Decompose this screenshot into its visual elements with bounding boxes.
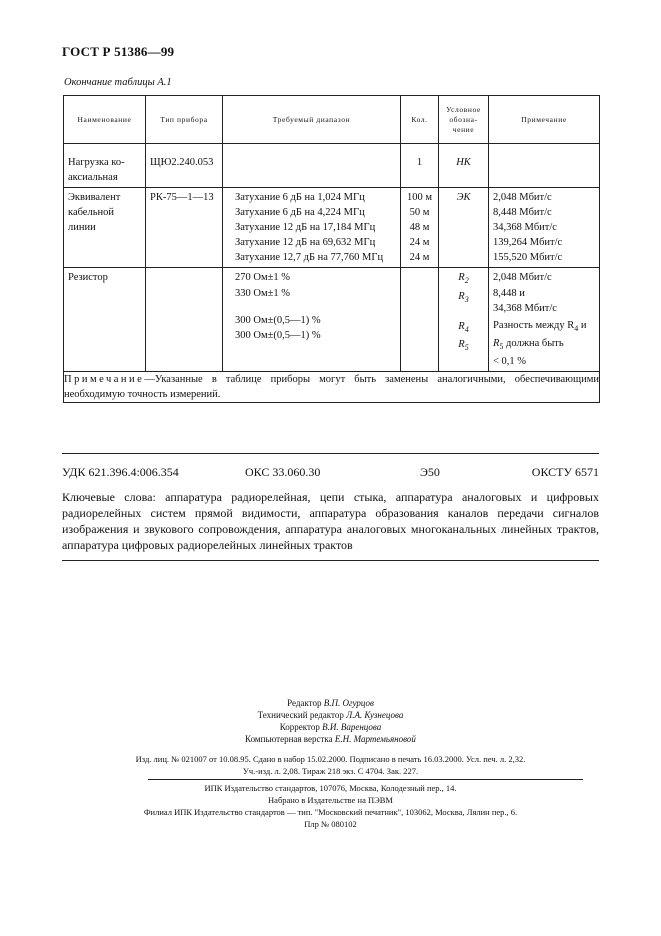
text-line: 2,048 Мбит/с [493, 192, 552, 203]
column-header-designation [439, 96, 489, 144]
text-line: 330 Ом±1 % [235, 288, 290, 299]
text-line: 100 м [406, 192, 433, 203]
column-header-range: Требуемый диапазон [223, 96, 401, 144]
credit-person: Е.Н. Мартемьяновой [334, 734, 416, 744]
keywords-paragraph: Ключевые слова: аппаратура радиорелейная, цепи стыка, аппаратура аналоговых и цифровых радиорелейных систем прямой видимости, аппаратура образования каналов передачи сигналов изображения и звукового сопровождения, аппаратура аналоговых многоканальных линейных трактов, аппаратура цифровых радиорелейных линейных трактов [62, 490, 599, 552]
text-line: 34,368 Мбит/с [493, 303, 557, 314]
cell-note [489, 144, 600, 188]
cell-range [223, 144, 401, 188]
text-line: 24 м [409, 252, 430, 263]
udk-code: УДК 621.396.4:006.354 [62, 465, 179, 479]
table-row [64, 144, 600, 188]
credit-line [0, 709, 661, 721]
imprint-line: Изд. лиц. № 021007 от 10.08.95. Сдано в набор 15.02.2000. Подписано в печать 16.03.2000. Усл. печ. л. 2,32. [135, 754, 526, 764]
text-line: Затухание 6 дБ на 1,024 МГц [235, 192, 365, 203]
cell-name [64, 144, 146, 188]
column-header-type: Тип прибора [146, 96, 223, 144]
note-text: —Указанные в таблице приборы могут быть заменены аналогичными, обеспечивающими необходимую точность измерений. [64, 374, 599, 401]
text-line: 139,264 Мбит/с [493, 237, 563, 248]
cell-name [64, 268, 146, 372]
table-note [64, 372, 600, 403]
text-line: 50 м [409, 207, 430, 218]
designation-header-line: чение [452, 124, 475, 134]
divider-top [62, 453, 599, 454]
credit-role: Технический редактор [257, 710, 344, 720]
category-code: Э50 [420, 465, 440, 479]
publisher-block [0, 782, 661, 830]
text-line: Резистор [68, 272, 108, 283]
designation-header-line: обозна- [449, 114, 478, 124]
text-line: 270 Ом±1 % [235, 272, 290, 283]
okstu-code: ОКСТУ 6571 [531, 465, 599, 479]
text-line: Нагрузка ко- [68, 157, 125, 168]
text-line: 34,368 Мбит/с [493, 222, 557, 233]
cell-range [223, 268, 401, 372]
publisher-line: Филиал ИПК Издательство стандартов — тип. "Московский печатник", 103062, Москва, Лялин пер., 6. [143, 807, 518, 817]
text-line: 2,048 Мбит/с [493, 272, 552, 283]
text-line: $R_5$ [458, 339, 469, 353]
cell-designation [439, 144, 489, 188]
divider-bottom [62, 560, 599, 561]
credit-line [0, 721, 661, 733]
credit-person: В.И. Варенцова [322, 722, 382, 732]
text-line: аксиальная [68, 172, 118, 183]
text-line: 48 м [409, 222, 430, 233]
text-line: 300 Ом±(0,5—1) % [235, 330, 321, 341]
cell-qty [401, 144, 439, 188]
text-line: 300 Ом±(0,5—1) % [235, 315, 321, 326]
table-note-row [64, 372, 600, 403]
table-header-row [64, 96, 600, 144]
text-line: 24 м [409, 237, 430, 248]
oks-code: ОКС 33.060.30 [245, 465, 321, 479]
standard-number: ГОСТ Р 51386—99 [62, 44, 175, 59]
credit-role: Корректор [279, 722, 320, 732]
text-line: Затухание 12 дБ на 69,632 МГц [235, 237, 376, 248]
cell-qty [401, 268, 439, 372]
text-line: Затухание 12 дБ на 17,184 МГц [235, 222, 376, 233]
column-header-note: Примечание [489, 96, 600, 144]
credit-role: Редактор [287, 698, 322, 708]
column-header-name: Наименование [64, 96, 146, 144]
table-row [64, 268, 600, 372]
cell-type [146, 144, 223, 188]
text-line: Затухание 12,7 дБ на 77,760 МГц [235, 252, 384, 263]
text-line: НК [456, 157, 471, 168]
cell-range [223, 188, 401, 268]
text-line: кабельной [68, 207, 114, 218]
table-caption: Окончание таблицы А.1 [64, 77, 172, 88]
text-line: Эквивалент [68, 192, 121, 203]
designation-header-line: Условное [446, 104, 481, 114]
imprint-divider [148, 779, 583, 780]
table-row [64, 188, 600, 268]
text-line: < 0,1 % [493, 356, 527, 368]
text-line: $R_5$ должна быть [493, 338, 564, 352]
imprint-block [0, 753, 661, 777]
text-line: 155,520 Мбит/с [493, 252, 563, 263]
credit-person: В.П. Огурцов [323, 698, 374, 708]
text-line: $R_3$ [458, 291, 469, 305]
cell-note [489, 268, 600, 372]
publisher-line: Плр № 080102 [304, 819, 357, 829]
text-line: 8,448 Мбит/с [493, 207, 552, 218]
cell-note [489, 188, 600, 268]
credit-line [0, 697, 661, 709]
text-line: линии [68, 222, 96, 233]
credit-line [0, 733, 661, 745]
text-line: РК-75—1—13 [150, 192, 214, 203]
text-line: ЩЮ2.240.053 [150, 157, 214, 168]
text-line: 1 [416, 157, 423, 168]
cell-designation [439, 188, 489, 268]
publisher-line: ИПК Издательство стандартов, 107076, Москва, Колодезный пер., 14. [204, 783, 457, 793]
cell-type [146, 188, 223, 268]
cell-designation [439, 268, 489, 372]
column-header-qty: Кол. [401, 96, 439, 144]
text-line: Затухание 6 дБ на 4,224 МГц [235, 207, 365, 218]
text-line: $R_2$ [458, 272, 469, 286]
text-line: ЭК [456, 192, 471, 203]
cell-name [64, 188, 146, 268]
cell-type [146, 268, 223, 372]
text-line: Разность между $R_4$ и [493, 320, 587, 334]
publisher-line: Набрано в Издательстве на ПЭВМ [268, 795, 393, 805]
credit-person: Л.А. Кузнецова [346, 710, 404, 720]
text-line: 8,448 и [493, 288, 525, 299]
credits-block [0, 697, 661, 745]
imprint-line: Уч.-изд. л. 2,08. Тираж 218 экз. С 4704. Зак. 227. [242, 766, 419, 776]
cell-qty [401, 188, 439, 268]
instruments-table [63, 95, 600, 403]
text-line: $R_4$ [458, 321, 469, 335]
credit-role: Компьютерная верстка [245, 734, 333, 744]
note-label: Примечание [64, 374, 145, 386]
